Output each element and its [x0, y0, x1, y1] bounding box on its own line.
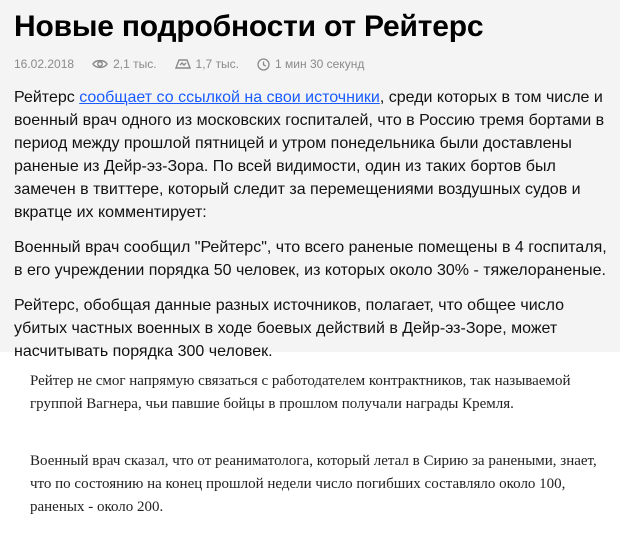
- sources-link[interactable]: сообщает со ссылкой на свои источники: [79, 89, 380, 106]
- article-paragraph-1: [14, 86, 614, 224]
- article-title: Новые подробности от Рейтерс: [14, 10, 484, 43]
- paragraph-1-start: Рейтерс: [14, 89, 80, 106]
- views-count: [92, 57, 156, 71]
- views-count-text: 2,1 тыс.: [113, 57, 157, 71]
- read-time: [257, 57, 364, 71]
- paragraph-1-rest: , среди которых в том числе и военный врач одного из московских госпиталей, что в Россию тремя бортами в период между прошлой пятницей и утром понедельника были доставлены раненые из Дейр-эз-Зора. По всей видимости, один из таких бортов был замечен в твиттере, который следит за перемещениями воздушных судов и вкратце их комментирует:: [14, 89, 605, 221]
- publish-date: [14, 57, 74, 71]
- article-paragraph-2: Военный врач сообщил "Рейтерс", что всего раненые помещены в 4 госпиталя, в его учреждении порядка 50 человек, из которых около 30% - тяжелораненые.: [14, 239, 607, 279]
- quoted-excerpt: [30, 370, 600, 519]
- reads-count: [175, 57, 239, 71]
- article-body: [14, 86, 614, 363]
- read-time-text: 1 мин 30 секунд: [275, 57, 365, 71]
- article-paragraph-3: Рейтерс, обобщая данные разных источников, полагает, что общее число убитых частных военных в ходе боевых действий в Дейр-эз-Зоре, может насчитывать порядка 300 человек.: [14, 297, 565, 360]
- publish-date-text: 16.02.2018: [14, 57, 75, 71]
- readers-icon: [175, 58, 191, 70]
- quote-paragraph-1: Рейтер не смог напрямую связаться с работодателем контрактников, так называемой группой Вагнера, чьи павшие бойцы в прошлом получали награды Кремля.: [30, 373, 571, 412]
- article-meta: [14, 56, 620, 72]
- reads-count-text: 1,7 тыс.: [195, 57, 240, 71]
- quote-paragraph-2: Военный врач сказал, что от реаниматолога, который летал в Сирию за ранеными, знает, что по состоянию на конец прошлой недели число погибших составляло около 100, раненых - около 200.: [30, 453, 597, 515]
- eye-icon: [92, 58, 108, 70]
- clock-icon: [257, 58, 270, 71]
